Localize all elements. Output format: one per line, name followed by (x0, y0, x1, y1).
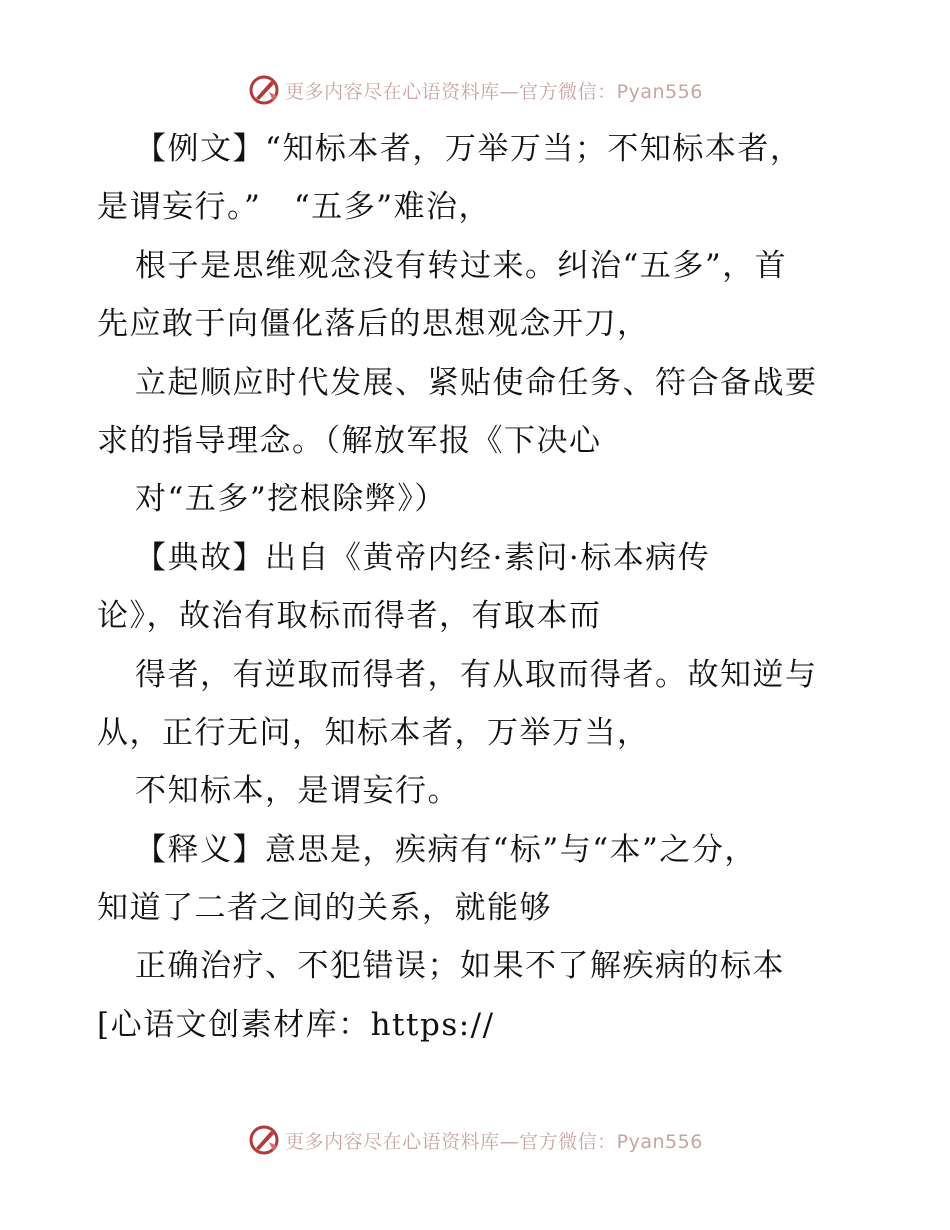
text-line: 立起顺应时代发展、紧贴使命任务、符合备战要 (135, 364, 818, 401)
text-line: 对“五多”挖根除弊》） (135, 481, 447, 518)
header-banner-text: 更多内容尽在心语资料库—官方微信：Pyan556 (285, 80, 703, 103)
text-line: 根子是思维观念没有转过来。纠治“五多”，首 (135, 247, 788, 284)
quill-seal-icon (247, 73, 281, 107)
document-body (97, 120, 857, 1054)
quill-seal-icon (247, 1123, 281, 1157)
text-line: [心语文创素材库：https:// (97, 1006, 495, 1043)
text-line: 知道了二者之间的关系，就能够 (97, 890, 552, 927)
footer-banner-text: 更多内容尽在心语资料库—官方微信：Pyan556 (285, 1130, 703, 1153)
text-line: 从，正行无问，知标本者，万举万当， (97, 714, 650, 751)
text-line: 先应敢于向僵化落后的思想观念开刀， (97, 306, 650, 343)
text-line: 正确治疗、不犯错误；如果不了解疾病的标本 (135, 948, 785, 985)
text-line: 【典故】出自《黄帝内经·素问·标本病传 (135, 539, 711, 576)
text-line: 求的指导理念。（解放军报《下决心 (97, 422, 602, 459)
header-banner (0, 70, 950, 110)
text-line: 论》，故治有取标而得者，有取本而 (97, 598, 602, 635)
text-line: 【例文】“知标本者，万举万当；不知标本者， (135, 131, 803, 167)
text-line: 不知标本，是谓妄行。 (135, 773, 460, 810)
footer-banner (0, 1120, 950, 1160)
text-line: 得者，有逆取而得者，有从取而得者。故知逆与 (135, 656, 818, 693)
text-line: 【释义】意思是，疾病有“标”与“本”之分， (135, 831, 757, 868)
text-line: 是谓妄行。” “五多”难治， (97, 189, 492, 226)
